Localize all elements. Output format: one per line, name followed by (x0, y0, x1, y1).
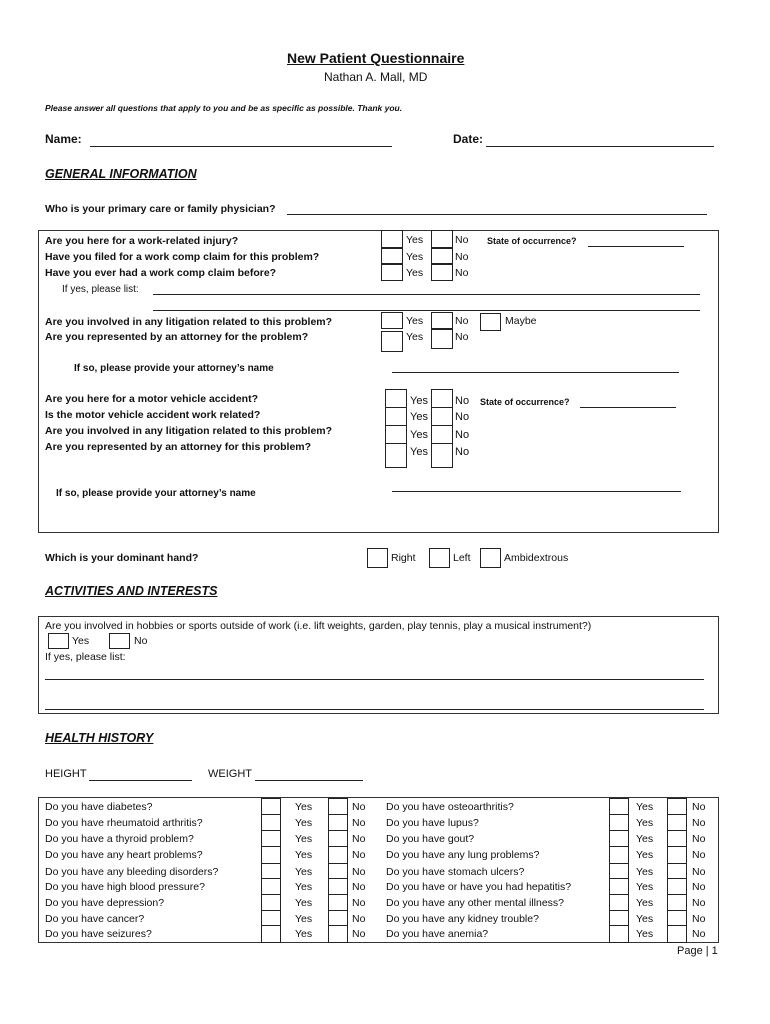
name-field[interactable] (90, 146, 392, 147)
attorney-no-label: No (455, 331, 469, 343)
litigation-maybe-label: Maybe (505, 315, 537, 327)
health-right-1-yes-label: Yes (636, 817, 654, 829)
health-left-6-no-label: No (352, 897, 366, 909)
section-activities-and-interests: ACTIVITIES AND INTERESTS (45, 584, 218, 598)
health-left-0-no-label: No (352, 801, 366, 813)
mva-litigation-no-checkbox[interactable] (431, 425, 453, 445)
health-left-2-no-label: No (352, 833, 366, 845)
mva-work-no-label: No (455, 411, 470, 423)
work-comp-filed-no-label: No (455, 251, 469, 263)
activities-list-field-1[interactable] (45, 679, 704, 680)
mva-yes-checkbox[interactable] (385, 389, 407, 409)
health-right-5-no-label: No (692, 881, 706, 893)
work-injury-question: Are you here for a work-related injury? (45, 235, 239, 247)
health-right-8-no-checkbox[interactable] (667, 925, 687, 943)
mva-attorney-yes-checkbox[interactable] (385, 443, 407, 468)
work-injury-no-label: No (455, 234, 469, 246)
litigation-no-checkbox[interactable] (431, 312, 453, 329)
work-injury-yes-label: Yes (406, 234, 424, 246)
work-comp-before-question: Have you ever had a work comp claim before? (45, 267, 277, 279)
hand-ambidextrous-label: Ambidextrous (504, 552, 569, 564)
health-left-5-no-label: No (352, 881, 366, 893)
health-left-3-yes-label: Yes (295, 849, 313, 861)
health-left-6-yes-label: Yes (295, 897, 313, 909)
mva-attorney-name-label: If so, please provide your attorney’s name (56, 488, 256, 499)
weight-label: WEIGHT (208, 768, 252, 780)
health-right-3-yes-checkbox[interactable] (609, 846, 629, 864)
health-question-left-1: Do you have rheumatoid arthritis? (45, 817, 203, 829)
health-question-left-3: Do you have any heart problems? (45, 849, 203, 861)
mva-no-checkbox[interactable] (431, 389, 453, 409)
health-left-3-yes-checkbox[interactable] (261, 846, 281, 864)
health-left-8-no-checkbox[interactable] (328, 925, 348, 943)
health-right-0-no-label: No (692, 801, 706, 813)
health-left-7-no-label: No (352, 913, 366, 925)
health-question-left-7: Do you have cancer? (45, 913, 145, 925)
health-right-2-yes-label: Yes (636, 833, 654, 845)
health-right-6-yes-label: Yes (636, 897, 654, 909)
mva-work-yes-label: Yes (410, 411, 428, 423)
name-label: Name: (45, 132, 82, 146)
hand-left-label: Left (453, 552, 471, 564)
height-label: HEIGHT (45, 768, 87, 780)
attorney-name-label: If so, please provide your attorney’s name (74, 363, 274, 374)
work-comp-before-yes-label: Yes (406, 267, 424, 279)
health-right-7-yes-label: Yes (636, 913, 654, 925)
work-comp-list-label: If yes, please list: (62, 284, 139, 295)
mva-work-no-checkbox[interactable] (431, 407, 453, 427)
attorney-name-field[interactable] (392, 372, 679, 373)
mva-state-label: State of occurrence? (480, 397, 570, 407)
state-occurrence-label: State of occurrence? (487, 236, 577, 246)
work-injury-no-checkbox[interactable] (431, 230, 453, 248)
mva-litigation-question: Are you involved in any litigation related to this problem? (45, 425, 333, 437)
state-occurrence-field[interactable] (588, 246, 684, 247)
weight-field[interactable] (255, 780, 363, 781)
doctor-name: Nathan A. Mall, MD (324, 70, 428, 84)
work-comp-before-no-checkbox[interactable] (431, 264, 453, 281)
work-comp-filed-yes-label: Yes (406, 251, 424, 263)
page-number: Page | 1 (677, 945, 718, 957)
primary-care-question: Who is your primary care or family physician? (45, 203, 276, 215)
health-right-0-yes-label: Yes (636, 801, 654, 813)
activities-yes-label: Yes (72, 635, 90, 647)
activities-yes-checkbox[interactable] (48, 633, 69, 649)
date-field[interactable] (486, 146, 714, 147)
health-right-5-yes-label: Yes (636, 881, 654, 893)
health-left-5-yes-label: Yes (295, 881, 313, 893)
work-comp-list-field-2[interactable] (153, 310, 700, 311)
hand-right-label: Right (391, 552, 416, 564)
health-right-4-no-label: No (692, 866, 706, 878)
health-right-3-yes-label: Yes (636, 849, 654, 861)
litigation-maybe-checkbox[interactable] (480, 313, 501, 331)
litigation-no-label: No (455, 315, 469, 327)
mva-work-yes-checkbox[interactable] (385, 407, 407, 427)
hand-ambidextrous-checkbox[interactable] (480, 548, 501, 568)
mva-attorney-no-checkbox[interactable] (431, 443, 453, 468)
hand-left-checkbox[interactable] (429, 548, 450, 568)
health-right-4-yes-label: Yes (636, 866, 654, 878)
attorney-yes-checkbox[interactable] (381, 331, 403, 352)
health-question-right-3: Do you have any lung problems? (386, 849, 540, 861)
health-question-right-8: Do you have anemia? (386, 928, 489, 940)
health-left-8-no-label: No (352, 928, 366, 940)
work-comp-filed-no-checkbox[interactable] (431, 248, 453, 264)
activities-list-label: If yes, please list: (45, 651, 126, 663)
mva-yes-label: Yes (410, 395, 428, 407)
work-comp-filed-question: Have you filed for a work comp claim for this problem? (45, 251, 320, 263)
health-right-8-yes-checkbox[interactable] (609, 925, 629, 943)
activities-no-checkbox[interactable] (109, 633, 130, 649)
litigation-yes-checkbox[interactable] (381, 312, 403, 329)
attorney-no-checkbox[interactable] (431, 329, 453, 349)
health-right-1-no-label: No (692, 817, 706, 829)
mva-litigation-yes-checkbox[interactable] (385, 425, 407, 445)
health-question-left-0: Do you have diabetes? (45, 801, 153, 813)
litigation-question: Are you involved in any litigation related to this problem? (45, 316, 333, 328)
health-left-2-yes-label: Yes (295, 833, 313, 845)
activities-no-label: No (134, 635, 148, 647)
health-right-3-no-label: No (692, 849, 706, 861)
health-left-7-yes-label: Yes (295, 913, 313, 925)
activities-question: Are you involved in hobbies or sports outside of work (i.e. lift weights, garden, play tennis, play a musical instrument?) (45, 620, 592, 632)
hand-right-checkbox[interactable] (367, 548, 388, 568)
health-right-3-no-checkbox[interactable] (667, 846, 687, 864)
health-question-left-4: Do you have any bleeding disorders? (45, 866, 219, 878)
health-left-4-no-label: No (352, 866, 366, 878)
work-comp-before-no-label: No (455, 267, 469, 279)
health-right-8-yes-label: Yes (636, 928, 654, 940)
health-question-right-7: Do you have any kidney trouble? (386, 913, 539, 925)
health-right-2-no-label: No (692, 833, 706, 845)
health-question-right-6: Do you have any other mental illness? (386, 897, 565, 909)
date-label: Date: (453, 132, 484, 146)
mva-litigation-yes-label: Yes (410, 429, 428, 441)
section-health-history: HEALTH HISTORY (45, 731, 154, 745)
health-question-left-2: Do you have a thyroid problem? (45, 833, 194, 845)
mva-attorney-yes-label: Yes (410, 446, 428, 458)
mva-no-label: No (455, 395, 470, 407)
health-question-right-5: Do you have or have you had hepatitis? (386, 881, 572, 893)
activities-list-field-2[interactable] (45, 709, 704, 710)
attorney-question: Are you represented by an attorney for the problem? (45, 331, 309, 343)
mva-attorney-question: Are you represented by an attorney for this problem? (45, 441, 312, 453)
health-left-3-no-label: No (352, 849, 366, 861)
health-left-4-yes-label: Yes (295, 866, 313, 878)
mva-work-question: Is the motor vehicle accident work related? (45, 409, 261, 421)
instructions: Please answer all questions that apply to you and be as specific as possible. Thank you. (45, 103, 403, 113)
health-right-8-no-label: No (692, 928, 706, 940)
health-question-right-2: Do you have gout? (386, 833, 475, 845)
health-left-8-yes-checkbox[interactable] (261, 925, 281, 943)
section-general-information: GENERAL INFORMATION (45, 167, 197, 181)
health-right-7-no-label: No (692, 913, 706, 925)
health-question-right-4: Do you have stomach ulcers? (386, 866, 525, 878)
health-left-0-yes-label: Yes (295, 801, 313, 813)
work-comp-filed-yes-checkbox[interactable] (381, 248, 403, 264)
mva-litigation-no-label: No (455, 429, 470, 441)
primary-care-field[interactable] (287, 214, 707, 215)
mva-attorney-name-field[interactable] (392, 491, 681, 492)
work-injury-yes-checkbox[interactable] (381, 230, 403, 248)
attorney-yes-label: Yes (406, 331, 424, 343)
health-right-6-no-label: No (692, 897, 706, 909)
health-question-right-0: Do you have osteoarthritis? (386, 801, 514, 813)
work-comp-list-field-1[interactable] (153, 294, 700, 295)
dominant-hand-question: Which is your dominant hand? (45, 552, 199, 564)
height-field[interactable] (89, 780, 192, 781)
health-left-8-yes-label: Yes (295, 928, 313, 940)
health-question-left-5: Do you have high blood pressure? (45, 881, 205, 893)
health-question-right-1: Do you have lupus? (386, 817, 479, 829)
health-question-left-6: Do you have depression? (45, 897, 165, 909)
mva-state-field[interactable] (580, 407, 676, 408)
litigation-yes-label: Yes (406, 315, 424, 327)
work-comp-before-yes-checkbox[interactable] (381, 264, 403, 281)
form-title: New Patient Questionnaire (287, 50, 465, 66)
health-left-1-no-label: No (352, 817, 366, 829)
health-left-1-yes-label: Yes (295, 817, 313, 829)
mva-attorney-no-label: No (455, 446, 470, 458)
health-question-left-8: Do you have seizures? (45, 928, 152, 940)
mva-question: Are you here for a motor vehicle accident? (45, 393, 258, 405)
health-left-3-no-checkbox[interactable] (328, 846, 348, 864)
